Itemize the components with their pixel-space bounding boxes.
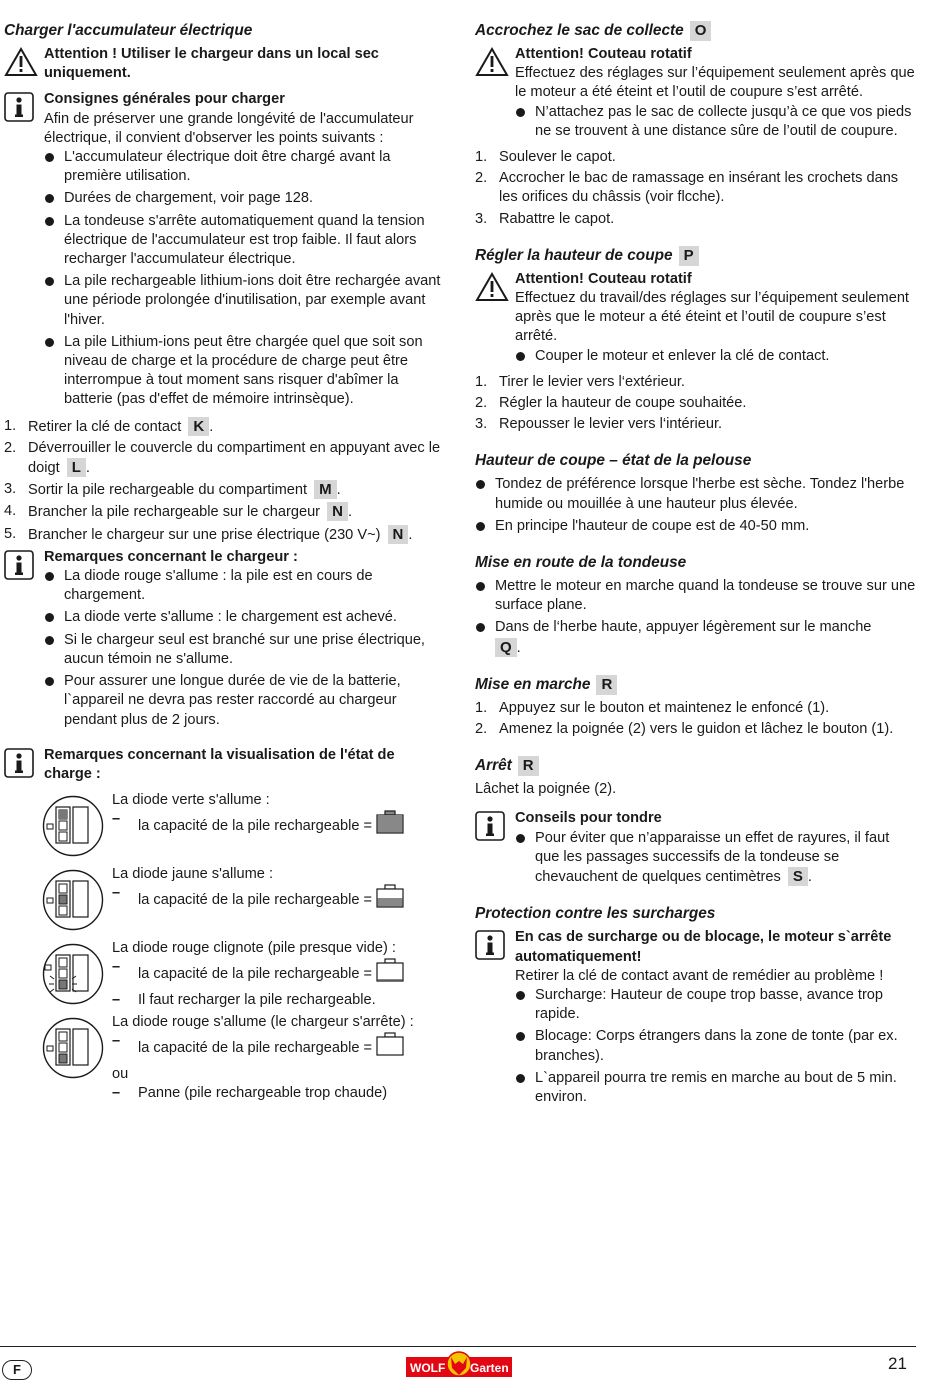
footer-divider (0, 1346, 916, 1347)
status-row (4, 865, 446, 939)
warning-triangle-icon (475, 272, 509, 308)
charger-led-icon (42, 1017, 104, 1085)
info-box (4, 90, 446, 409)
bullet-list (44, 148, 446, 410)
list-item: Pour assurer une longue durée de vie de la batterie, l`appareil ne devra pas rester raccordé au chargeur pendant plus de 2 jours. (44, 672, 446, 730)
section-title: Protection contre les surcharges (475, 905, 716, 923)
figure-ref-badge: L (67, 458, 86, 477)
section-title: Mise en route de la tondeuse (475, 554, 687, 572)
list-item: 2. Déverrouiller le couvercle du compartiment en appuyant avec le doigt L . (4, 439, 441, 477)
battery-icon (376, 958, 406, 990)
body-text: Lâchet la poignée (2). (475, 781, 617, 798)
language-badge: F (2, 1360, 32, 1380)
warning-title: Attention! Couteau rotatif (515, 270, 692, 287)
status-line: – la capacité de la pile rechargeable = (112, 958, 446, 990)
info-text: Afin de préserver une grande longévité de l'accumulateur électrique, il convient d'observer les points suivants : (44, 110, 414, 146)
list-item: La pile rechargeable lithium-ions doit être rechargée avant une période prolongée d'inutilisation, par exemple avant l'hiver. (44, 272, 446, 330)
logo-text-right: Garten (470, 1361, 509, 1375)
steps-list (475, 699, 917, 739)
info-box (475, 809, 917, 887)
status-or: ou (112, 1065, 129, 1082)
list-item: 3. Rabattre le capot. (475, 210, 615, 227)
list-item: N’attachez pas le sac de collecte jusqu’à ce que vos pieds ne se trouvent à une distance sûre de l’outil de coupure. (515, 103, 917, 141)
list-item: Tondez de préférence lorsque l'herbe est sèche. Tondez l'herbe humide ou mouillée à une hauteur plus élevée. (475, 475, 917, 513)
list-item: Pour éviter que n’apparaisse un effet de rayures, il faut que les passages successifs de la tondeuse se chevauchent de quelques centimètres S . (515, 829, 917, 888)
list-item: L'accumulateur électrique doit être chargé avant la première utilisation. (44, 148, 446, 186)
warning-text: Attention ! Utiliser le chargeur dans un local sec uniquement. (44, 46, 379, 82)
figure-ref-badge: S (788, 867, 808, 886)
section-stop (475, 755, 917, 887)
info-icon (4, 550, 34, 586)
list-item: Si le chargeur seul est branché sur une prise électrique, aucun témoin ne s'allume. (44, 631, 446, 669)
status-heading: La diode jaune s'allume : (112, 866, 273, 883)
list-item: 2. Amenez la poignée (2) vers le guidon et lâchez le bouton (1). (475, 721, 894, 738)
status-line: – la capacité de la pile rechargeable = (112, 810, 446, 842)
figure-ref-badge: P (679, 246, 699, 266)
list-item: L`appareil pourra tre remis en marche au bout de 5 min. environ. (515, 1069, 917, 1107)
warning-text: Effectuez des réglages sur l’équipement seulement après que le moteur a été éteint et l’outil de coupure s’est arrêté. (515, 65, 915, 101)
battery-icon (376, 884, 406, 916)
status-line: – la capacité de la pile rechargeable = (112, 884, 446, 916)
list-item: La diode verte s'allume : le chargement est achevé. (44, 608, 446, 627)
figure-ref-badge: O (690, 21, 712, 41)
section-title: Mise en marche R (475, 674, 917, 696)
warning-box (475, 270, 917, 366)
figure-ref-badge: Q (495, 638, 517, 657)
list-item: La pile Lithium-ions peut être chargée quel que soit son niveau de charge et la procédure de charge peut être interrompue à tout moment sans risquer d'abîmer la batterie (pas d'effet de mémoire intrinsèque). (44, 333, 446, 410)
list-item: Blocage: Corps étrangers dans la zone de tonte (par ex. branches). (515, 1027, 917, 1065)
section-overload (475, 903, 917, 1107)
list-item: Mettre le moteur en marche quand la tondeuse se trouve sur une surface plane. (475, 577, 917, 615)
status-line: – Il faut recharger la pile rechargeable. (112, 991, 446, 1010)
info-title: Conseils pour tondre (515, 810, 662, 827)
section-title: Accrochez le sac de collecte O (475, 20, 917, 42)
warning-text: Effectuez du travail/des réglages sur l’équipement seulement après que le moteur a été éteint et l’outil de coupure s’est arrêté. (515, 290, 909, 345)
list-item: La tondeuse s'arrête automatiquement quand la tension électrique de l'accumulateur est trop faible. Il faut alors recharger l'accumulateur électrique. (44, 212, 446, 270)
section-running (475, 674, 917, 739)
section-cutting-height (475, 245, 917, 435)
left-column (4, 20, 446, 1119)
info-box (475, 928, 917, 1107)
charger-led-blinking-icon (42, 943, 104, 1011)
bullet-list (475, 475, 917, 536)
figure-ref-badge: M (314, 480, 337, 499)
status-row (4, 939, 446, 1013)
info-text: Retirer la clé de contact avant de remédier au problème ! (515, 967, 884, 984)
warning-box (4, 45, 446, 83)
figure-ref-badge: R (518, 756, 539, 776)
list-item: 1. Soulever le capot. (475, 149, 616, 166)
wolf-garten-logo (406, 1351, 512, 1381)
battery-icon (376, 810, 406, 842)
info-title: Consignes générales pour charger (44, 91, 285, 108)
list-item: 2. Régler la hauteur de coupe souhaitée. (475, 395, 747, 412)
battery-fill (378, 898, 403, 906)
warning-title: Attention! Couteau rotatif (515, 46, 692, 62)
section-charge (4, 20, 446, 730)
list-item: 1. Tirer le levier vers l‘extérieur. (475, 373, 685, 390)
status-line: – Panne (pile rechargeable trop chaude) (112, 1084, 446, 1103)
status-row (4, 1013, 446, 1103)
status-line: – la capacité de la pile rechargeable = (112, 1032, 446, 1064)
section-title: Charger l'accumulateur électrique (4, 22, 253, 39)
list-item: 5. Brancher le chargeur sur une prise électrique (230 V~) N . (4, 525, 413, 543)
list-item: Couper le moteur et enlever la clé de contact. (515, 347, 917, 366)
battery-fill (378, 815, 403, 832)
bullet-list (515, 103, 917, 141)
bullet-list (515, 347, 917, 366)
section-start-mower (475, 552, 917, 658)
page-number: 21 (888, 1354, 907, 1373)
list-item: 1. Appuyez sur le bouton et maintenez le enfoncé (1). (475, 699, 830, 716)
warning-triangle-icon (475, 47, 509, 83)
battery-icon (376, 1032, 406, 1064)
steps-list (475, 148, 917, 229)
charger-led-icon (42, 869, 104, 937)
info-icon (475, 811, 505, 847)
status-heading: La diode rouge clignote (pile presque vide) : (112, 940, 396, 957)
list-item: La diode rouge s'allume : la pile est en cours de chargement. (44, 567, 446, 605)
list-item: 2. Accrocher le bac de ramassage en insérant les crochets dans les orifices du châssis (voir flcche). (475, 170, 899, 206)
charger-led-icon (42, 795, 104, 863)
logo-text-left: WOLF (410, 1361, 446, 1375)
figure-ref-badge: N (327, 502, 348, 521)
warning-triangle-icon (4, 47, 38, 83)
list-item: En principe l'hauteur de coupe est de 40-50 mm. (475, 517, 917, 536)
right-column (475, 20, 917, 1123)
bullet-list (515, 986, 917, 1107)
bullet-list (44, 567, 446, 730)
info-title: Remarques concernant le chargeur : (44, 548, 298, 565)
status-heading: La diode verte s'allume : (112, 792, 270, 809)
bullet-list (515, 829, 917, 888)
list-item: 3. Sortir la pile rechargeable du compartiment M . (4, 481, 341, 499)
info-box (4, 746, 446, 784)
info-icon (475, 930, 505, 966)
status-row (4, 791, 446, 865)
list-item: 1. Retirer la clé de contact K . (4, 417, 214, 435)
info-icon (4, 92, 34, 128)
status-heading: La diode rouge s'allume (le chargeur s'arrête) : (112, 1014, 414, 1031)
steps-list (475, 373, 917, 435)
figure-ref-badge: N (388, 525, 409, 544)
bullet-list (475, 577, 917, 658)
section-title: Arrêt R (475, 755, 917, 777)
figure-ref-badge: R (596, 675, 617, 695)
section-title: Hauteur de coupe – état de la pelouse (475, 452, 752, 470)
steps-list (4, 417, 446, 545)
section-charge-status (4, 746, 446, 1103)
figure-ref-badge: K (188, 417, 209, 436)
info-box (4, 548, 446, 730)
list-item: 4. Brancher la pile rechargeable sur le chargeur N . (4, 503, 353, 521)
section-lawn-state (475, 450, 917, 536)
list-item: 3. Repousser le levier vers l‘intérieur. (475, 416, 723, 433)
battery-fill (378, 979, 403, 980)
section-title: Régler la hauteur de coupe P (475, 245, 917, 267)
info-title: Remarques concernant la visualisation de l'état de charge : (44, 746, 395, 782)
warning-box (475, 45, 917, 141)
section-collection-bag (475, 20, 917, 229)
list-item: Durées de chargement, voir page 128. (44, 189, 446, 208)
list-item: Surcharge: Hauteur de coupe trop basse, avance trop rapide. (515, 986, 917, 1024)
info-title: En cas de surcharge ou de blocage, le moteur s`arrête automatiquement! (515, 929, 892, 965)
info-icon (4, 748, 34, 784)
list-item: Dans de l‘herbe haute, appuyer légèrement sur le manche Q . (475, 618, 917, 657)
